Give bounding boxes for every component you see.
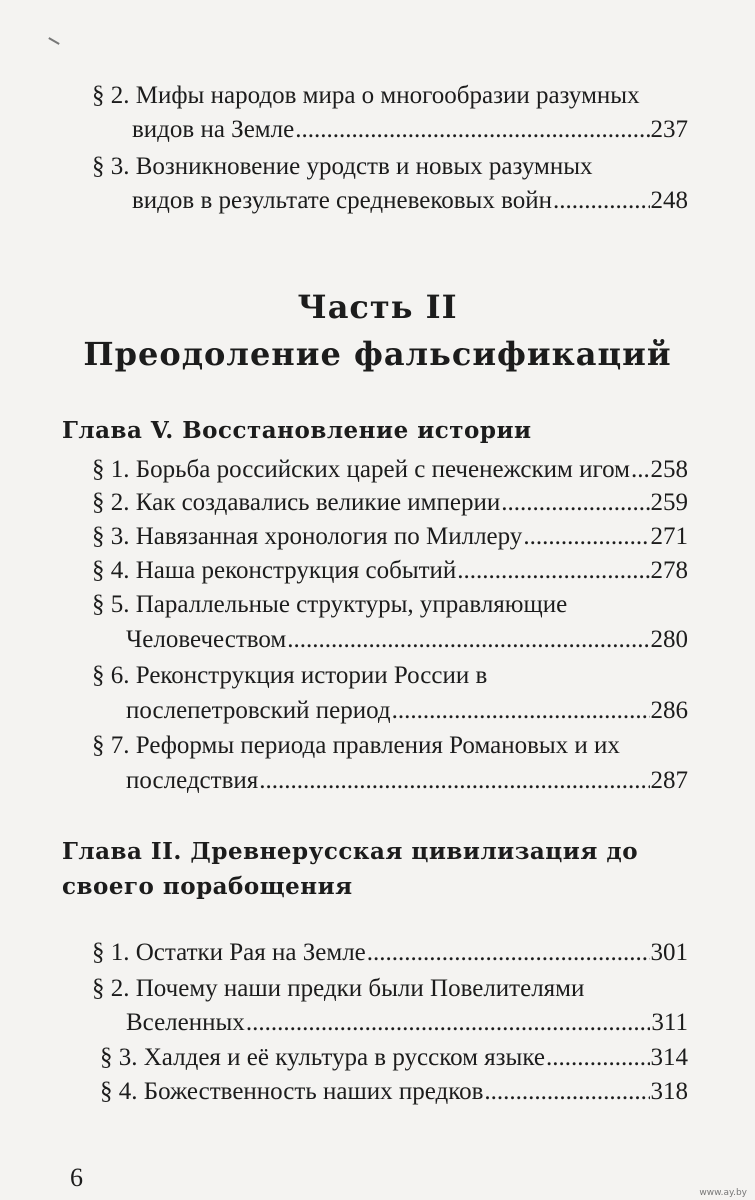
- page-number: 248: [650, 187, 688, 214]
- page-number: 314: [650, 1044, 688, 1071]
- toc-entry-text: видов в результате средневековых войн: [132, 187, 552, 214]
- dot-leader: [553, 185, 650, 216]
- toc-entry-line: § 6. Реконструкция истории России в: [92, 662, 488, 689]
- dot-leader: [246, 1007, 651, 1038]
- page-number: 258: [650, 456, 688, 483]
- toc-entry-text: § 4. Наша реконструкция событий: [92, 557, 457, 584]
- toc-entry: [132, 185, 688, 216]
- dot-leader: [501, 487, 649, 518]
- toc-entry-text: последствия: [126, 767, 259, 794]
- part-title: Часть II: [297, 288, 458, 326]
- toc-entry: [92, 151, 593, 182]
- toc-entry: [92, 555, 688, 586]
- toc-entry-text: § 1. Борьба российских царей с печенежским игом: [92, 456, 630, 483]
- toc-entry-text: Человечеством: [126, 626, 287, 653]
- page-number: 259: [650, 489, 688, 516]
- dot-leader: [546, 1042, 650, 1073]
- toc-entry-text: Вселенных: [126, 1009, 245, 1036]
- toc-entry-line: § 3. Возникновение уродств и новых разумных: [92, 153, 593, 180]
- page-number: 301: [650, 939, 688, 966]
- toc-entry: [132, 114, 688, 145]
- part-subtitle: Преодоление фальсификаций: [83, 335, 672, 373]
- page-number: 278: [650, 557, 688, 584]
- toc-entry-line: § 2. Мифы народов мира о многообразии разумных: [92, 82, 640, 109]
- dot-leader: [367, 937, 650, 968]
- chapter-title: Глава II. Древнерусская цивилизация до: [62, 838, 639, 865]
- toc-entry-text: послепетровский период: [126, 697, 391, 724]
- dot-leader: [259, 765, 649, 796]
- toc-entry: [92, 937, 688, 968]
- toc-entry-line: § 5. Параллельные структуры, управляющие: [92, 591, 568, 618]
- toc-entry-line: § 7. Реформы периода правления Романовых и их: [92, 732, 620, 759]
- toc-entry: [126, 695, 688, 726]
- toc-entry-text: § 3. Навязанная хронология по Миллеру: [92, 523, 523, 550]
- chapter-title: Глава V. Восстановление истории: [62, 417, 532, 444]
- toc-entry: [92, 730, 620, 761]
- toc-entry: [100, 1042, 688, 1073]
- page-number: 286: [650, 697, 688, 724]
- toc-entry-text: § 4. Божественность наших предков: [100, 1078, 484, 1105]
- toc-entry: [100, 1076, 688, 1107]
- page-number: 280: [650, 626, 688, 653]
- toc-entry-text: § 2. Как создавались великие империи: [92, 489, 501, 516]
- dot-leader: [392, 695, 650, 726]
- toc-entry-text: § 1. Остатки Рая на Земле: [92, 939, 366, 966]
- page-number: 237: [650, 116, 688, 143]
- toc-entry: [92, 521, 688, 552]
- toc-entry: [92, 80, 640, 111]
- dot-leader: [287, 624, 649, 655]
- toc-entry: [92, 973, 584, 1004]
- chapter-title-continued: своего порабощения: [62, 873, 353, 900]
- dot-leader: [457, 555, 649, 586]
- scan-mark: [48, 37, 59, 45]
- toc-entry: [92, 589, 567, 620]
- toc-entry-text: видов на Земле: [132, 116, 295, 143]
- toc-entry-line: § 2. Почему наши предки были Повелителями: [92, 975, 585, 1002]
- toc-entry: [92, 660, 487, 691]
- toc-entry-text: § 3. Халдея и её культура в русском языке: [100, 1044, 545, 1071]
- dot-leader: [631, 454, 650, 485]
- toc-entry: [92, 454, 688, 485]
- page-number: 311: [651, 1009, 688, 1036]
- page-number: 287: [650, 767, 688, 794]
- toc-entry: [126, 765, 688, 796]
- page-number: 271: [650, 523, 688, 550]
- dot-leader: [523, 521, 649, 552]
- dot-leader: [295, 114, 649, 145]
- page-number: 318: [650, 1078, 688, 1105]
- watermark: www.ay.by: [699, 1188, 747, 1198]
- toc-entry: [126, 1007, 688, 1038]
- page-folio: 6: [70, 1163, 83, 1192]
- dot-leader: [484, 1076, 649, 1107]
- toc-entry: [126, 624, 688, 655]
- toc-entry: [92, 487, 688, 518]
